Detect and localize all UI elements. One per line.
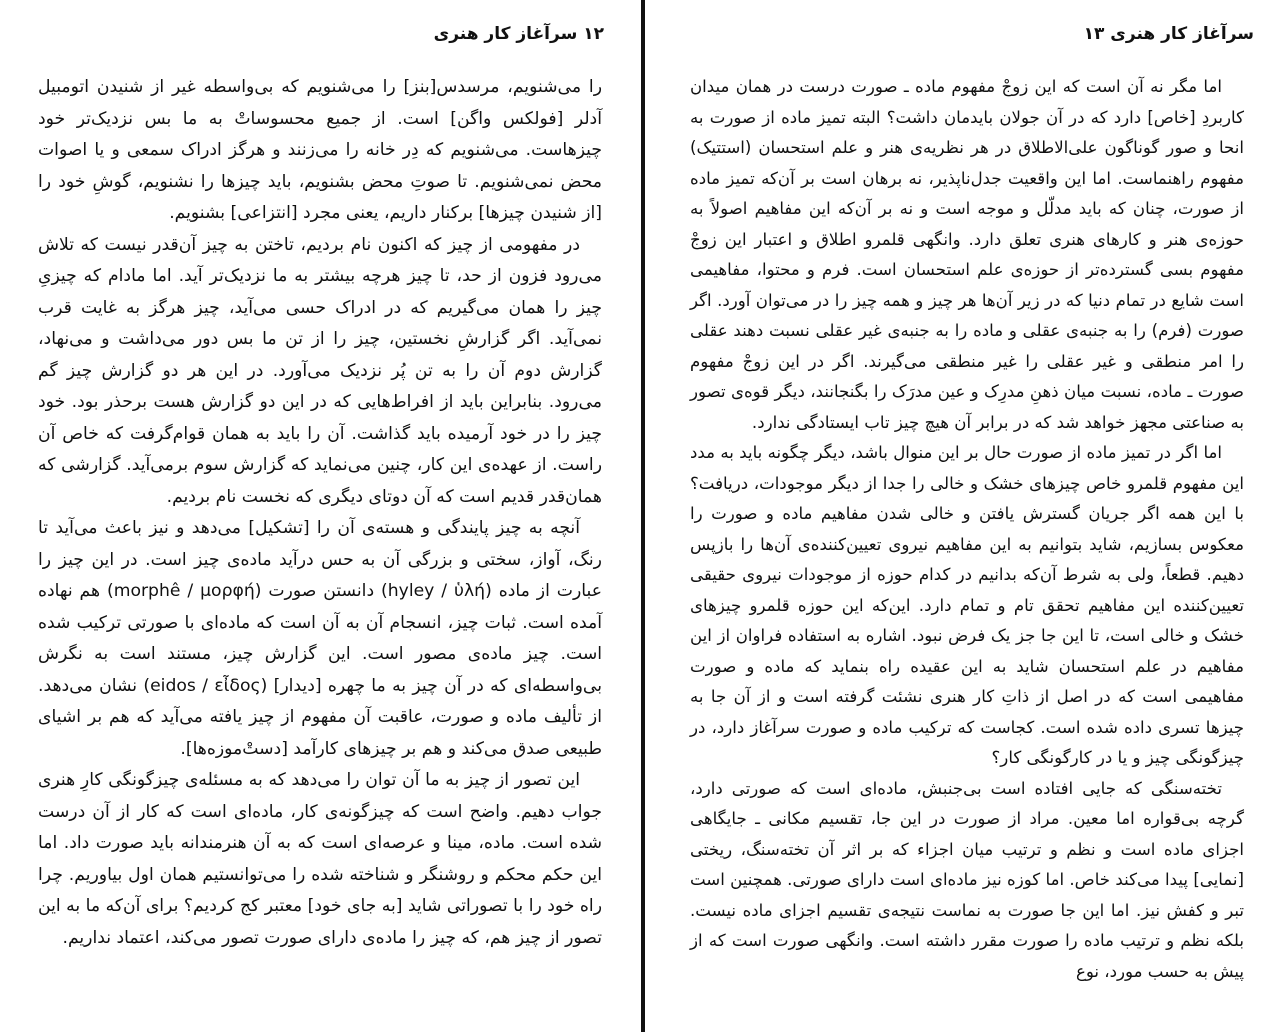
paragraph: اما اگر در تمیز ماده از صورت حال بر این منوال باشد، دیگر چگونه باید به مدد این مفهوم قلمرو خاص چیزهای خشک و خالی را جدا از دیگر موجودات، دریافت؟ با این همه اگر جریان گسترش یافتن و خالی شدن مفاهیم ماده و صورت را معکوس بسازیم، شاید بتوانیم به این مفاهیم نیروی تعیین‌کننده‌ی آن‌ها را بازپس دهیم. قطعاً، ولی به شرط آن‌که بدانیم در کدام حوزه از موجودات نیروی حقیقی تعیین‌کننده این مفاهیم تحقق تام و تمام دارد. این‌که این حوزه قلمرو چیزهای خشک و خالی است، تا این جا جز یک فرض نبود. اشاره به استفاده فراوان از این مفاهیم در علم استحسان شاید به این عقیده راه بنماید که ماده و صورت مفاهیمی است که در اصل از ذاتِ کار هنری نشئت گرفته است و از آن جا به چیزها تسری داده شده است. کجاست که ترکیب ماده و صورت سرآغاز دارد، در چیزگونگی چیز و یا در کارگونگی کار؟	[690, 443, 1244, 767]
paragraph: در مفهومی از چیز که اکنون نام بردیم، تاختن به چیز آن‌قدر نیست که تلاش می‌رود فزون از حد، تا چیز هرچه بیشتر به ما نزدیک‌تر آید. اما مادام که چیزیِ چیز را همان می‌گیریم که در ادراک حسی می‌آید، چیز هرگز به غایت قرب نمی‌آید. اگر گزارشِ نخستین، چیز را از تن ما بس دور می‌داشت و می‌نهاد، گزارش دوم آن را به تن پُر نزدیک می‌آورد. در این هر دو گزارش چیز گم می‌رود. بنابراین باید از افراط‌هایی که در این دو گزارش هست برحذر بود. خود چیز را در خود آرمیده باید گذاشت. آن را باید به همان قوام‌گرفت که خاص آن راست. از عهده‌ی این کار، چنین می‌نماید که گزارش سوم برمی‌آید. گزارشی که همان‌قدر قدیم است که آن دوتای دیگری که نخست نام بردیم.	[38, 234, 602, 507]
left-page-body	[38, 72, 602, 992]
running-head-right: سرآغاز کار هنری ۱۳	[1083, 24, 1254, 44]
right-page	[646, 0, 1288, 1032]
book-spine	[641, 0, 645, 1032]
paragraph: تخته‌سنگی که جایی افتاده است بی‌جنبش، ماده‌ای است که صورتی دارد، گرچه بی‌قواره اما معین. مراد از صورت در این جا، تقسیم مکانی ـ جایگاهی اجزای ماده است و نظم و ترتیب میان اجزاء که بر اثر آن تخته‌سنگ، ریختی [نمایی] پیدا می‌کند خاص. اما کوزه نیز ماده‌ای است دارای صورتی. همچنین است تبر و کفش نیز. اما این جا صورت به نماست نتیجه‌ی تقسیم اجزای ماده نیست. بلکه نظم و ترتیب ماده را صورت مقرر داشته است. وانگهی صورت است که از پیش به حسب مورد، نوع	[690, 778, 1244, 981]
paragraph: آنچه به چیز پایندگی و هسته‌ی آن را [تشکیل] می‌دهد و نیز باعث می‌آید تا رنگ، آواز، سختی و بزرگی آن به حس درآید ماده‌ی چیز است. در این چیز را عبارت از ماده (hyley / ὑλή) دانستن صورت (morphê / μορφή) هم نهاده آمده است. ثبات چیز، انسجام آن به آن است که ماده‌ای با صورتی ترکیب شده است. چیز ماده‌ی مصور است. این گزارش چیز، مستند است به نگرش بی‌واسطه‌ای که در آن چیز به ما چهره [دیدار] (eidos / εἶδος) نشان می‌دهد. از تألیف ماده و صورت، عاقبت آن مفهوم از چیز یافته می‌آید که هم بر اشیای طبیعی صدق می‌کند و هم بر چیزهای کارآمد [دستْ‌موزه‌ها].	[38, 518, 602, 759]
paragraph: این تصور از چیز به ما آن توان را می‌دهد که به مسئله‌ی چیزگونگی کارِ هنری جواب دهیم. واضح است که چیزگونه‌ی کار، ماده‌ای است که کار از آن درست شده است. ماده، مینا و عرصه‌ای است که به آن هنرمندانه باید صورت داد. اما این حکم محکم و روشنگر و شناخته شده را می‌توانستیم همان اول بیاوریم. چرا راه خود را با تصوراتی شاید [به جای خود] معتبر کج کردیم؟ برای آن‌که ما به این تصور از چیز هم، که چیز را ماده‌ی دارای صورت تصور می‌کند، اعتماد نداریم.	[38, 770, 602, 948]
paragraph: را می‌شنویم، مرسدس[بنز] را می‌شنویم که بی‌واسطه غیر از شنیدن اتومبیل آدلر [فولکس واگن] است. از جمیع محسوساتْ به ما بس نزدیک‌تر خود چیزهاست. می‌شنویم که دِر خانه را می‌زنند و هرگز ادراک سمعی و یا اصوات محض نمی‌شنویم. تا صوتِ محض بشنویم، باید چیزها را نشنویم، گوشِ خود را [از شنیدن چیزها] برکنار داریم، یعنی مجرد [انتزاعی] بشنویم.	[38, 77, 602, 223]
running-head-left: ۱۲ سرآغاز کار هنری	[433, 24, 604, 44]
right-page-body	[690, 72, 1244, 992]
paragraph: اما مگر نه آن است که این زوجْ مفهوم ماده ـ صورت درست در همان میدان کاربردِ [خاص] دارد که در آن جولان بایدمان داشت؟ البته تمیز ماده از صورت به انحا و صور گوناگون علی‌الاطلاق در هر نظریه‌ی هنر و علم استحسان (استتیک) مفهوم راهنماست. اما این واقعیت جدل‌ناپذیر، نه برهان است بر آن‌که تمیز ماده از صورت، چنان که باید مدلّل و موجه است و نه بر آن‌که این مفاهیم اصولاً به حوزه‌ی هنر و کارهای هنری تعلق دارد. وانگهی قلمرو اطلاق و اعتبار این زوجْ مفهوم بسی گسترده‌تر از حوزه‌ی علم استحسان است. فرم و محتوا، مفاهیمی است شایع در تمام دنیا که در زیر آن‌ها هر چیز و همه چیز را در می‌توان آورد. اگر صورت (فرم) را به جنبه‌ی عقلی و ماده را به جنبه‌ی غیر عقلی نسبت دهند عقلی را امر منطقی و غیر عقلی را غیر منطقی می‌گیرند. اگر در این زوجْ مفهوم صورت ـ ماده، نسبت میان ذهنِ مدرِک و عین مدرَک را بگنجانند، دیگر قوه‌ی تصور به صناعتی مجهز خواهد شد که در برابر آن هیچ چیز تاب ایستادگی ندارد.	[690, 77, 1244, 432]
left-page	[0, 0, 642, 1032]
